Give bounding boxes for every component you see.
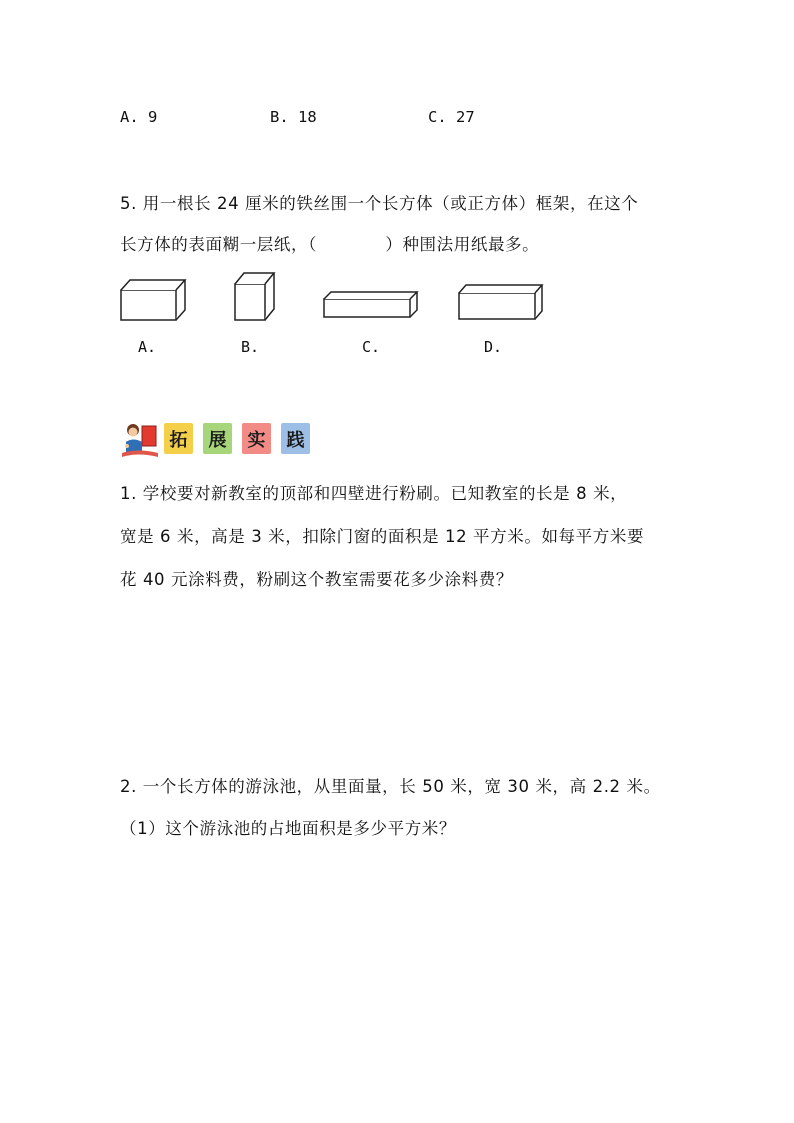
section-title-expand-practice (164, 423, 310, 454)
section-char-2: 展 (203, 423, 232, 454)
section-char-4: 践 (281, 423, 310, 454)
problem-1-line-3: 花 40 元涂料费，粉刷这个教室需要花多少涂料费？ (120, 570, 513, 589)
problem-1-line-1: 1. 学校要对新教室的顶部和四壁进行粉刷。已知教室的长是 8 米， (120, 484, 628, 503)
figure-label-a: A. (138, 338, 157, 356)
section-char-1: 拓 (164, 423, 193, 454)
cuboid-a-figure (121, 280, 185, 320)
q5-figures (115, 268, 555, 328)
problem-1-line-2: 宽是 6 米，高是 3 米，扣除门窗的面积是 12 平方米。如每平方米要 (120, 527, 645, 546)
figure-label-c: C. (362, 338, 381, 356)
figure-label-b: B. (241, 338, 260, 356)
section-char-3: 实 (242, 423, 271, 454)
q4-option-c: C. 27 (428, 108, 475, 126)
cuboid-d-figure (459, 285, 542, 319)
figure-label-d: D. (484, 338, 503, 356)
problem-2-sub-1: （1）这个游泳池的占地面积是多少平方米？ (120, 819, 456, 838)
q5-line-2: 长方体的表面糊一层纸，（ ）种围法用纸最多。 (120, 235, 540, 254)
q5-line-1: 5. 用一根长 24 厘米的铁丝围一个长方体（或正方体）框架，在这个 (120, 194, 639, 213)
reading-person-icon (118, 420, 162, 460)
problem-2-line-1: 2. 一个长方体的游泳池，从里面量，长 50 米，宽 30 米，高 2.2 米。 (120, 777, 661, 796)
q4-option-a: A. 9 (120, 108, 158, 126)
flat-cuboid-c-figure (324, 292, 417, 317)
q4-option-b: B. 18 (270, 108, 317, 126)
cube-b-figure (235, 273, 274, 320)
